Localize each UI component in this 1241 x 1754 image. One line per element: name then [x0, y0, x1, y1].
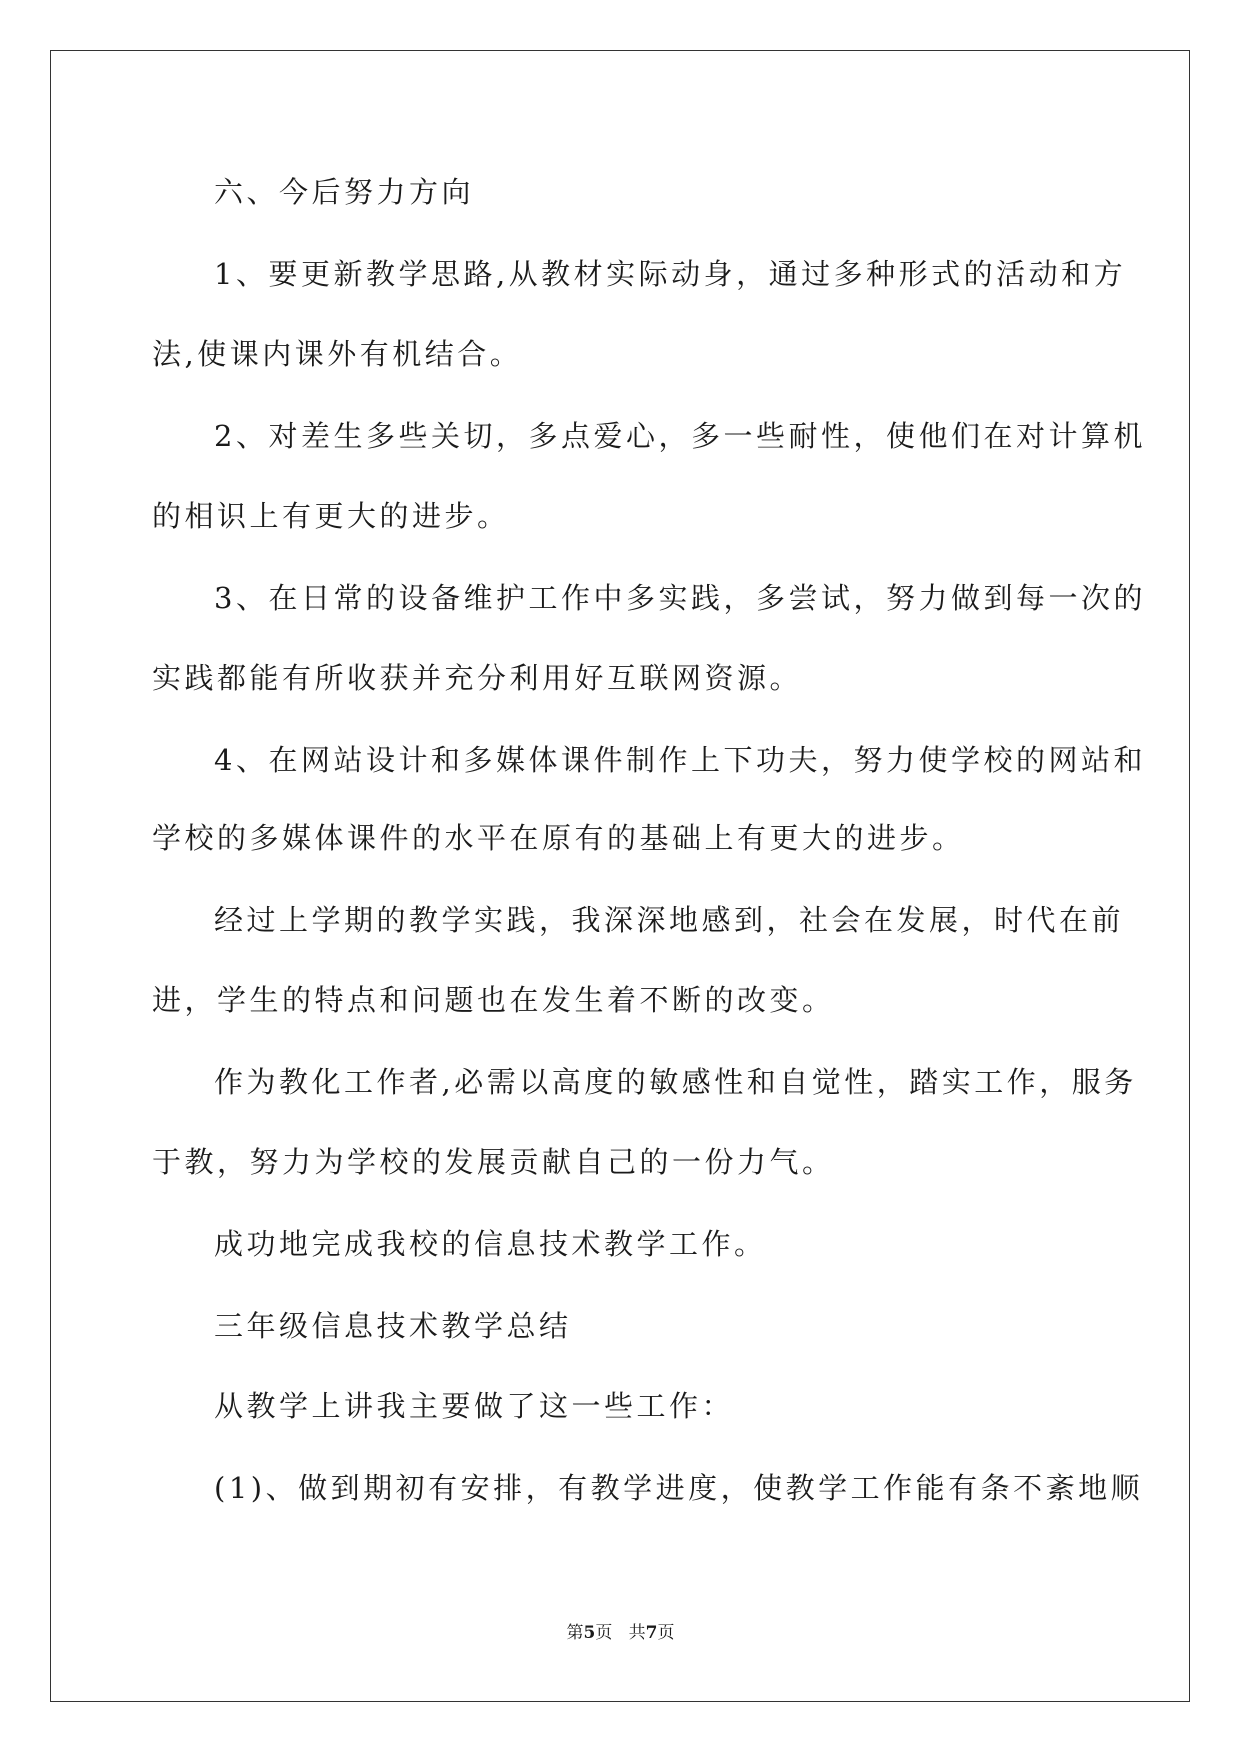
paragraph-line: (1)、做到期初有安排，有教学进度，使教学工作能有条不紊地顺 — [214, 1471, 1144, 1505]
footer-total-prefix: 共 — [628, 1623, 646, 1643]
paragraph-line: 1、要更新教学思路,从教材实际动身，通过多种形式的活动和方 — [214, 257, 1127, 291]
paragraph-line: 经过上学期的教学实践，我深深地感到，社会在发展，时代在前 — [214, 903, 1125, 937]
page-border — [50, 50, 1190, 1702]
paragraph-line: 进，学生的特点和问题也在发生着不断的改变。 — [152, 983, 835, 1017]
footer-prefix: 第 — [566, 1623, 584, 1643]
paragraph-line: 4、在网站设计和多媒体课件制作上下功夫，努力使学校的网站和 — [214, 743, 1146, 777]
paragraph-line: 从教学上讲我主要做了这一些工作： — [214, 1389, 735, 1423]
footer-page-suffix: 页 — [595, 1623, 613, 1643]
paragraph-line: 3、在日常的设备维护工作中多实践，多尝试，努力做到每一次的 — [214, 581, 1146, 615]
paragraph-line: 2、对差生多些关切，多点爱心，多一些耐性，使他们在对计算机 — [214, 419, 1146, 453]
paragraph-line: 的相识上有更大的进步。 — [152, 499, 510, 533]
section-heading: 六、今后努力方向 — [214, 175, 475, 209]
paragraph-line: 法,使课内课外有机结合。 — [152, 337, 523, 371]
subtitle-line: 三年级信息技术教学总结 — [214, 1309, 572, 1343]
paragraph-line: 实践都能有所收获并充分利用好互联网资源。 — [152, 661, 803, 695]
paragraph-line: 作为教化工作者,必需以高度的敏感性和自觉性，踏实工作，服务 — [214, 1065, 1137, 1099]
total-page-count: 7 — [645, 1623, 658, 1643]
paragraph-line: 于教，努力为学校的发展贡献自己的一份力气。 — [152, 1145, 835, 1179]
paragraph-line: 成功地完成我校的信息技术教学工作。 — [214, 1227, 767, 1261]
paragraph-line: 学校的多媒体课件的水平在原有的基础上有更大的进步。 — [152, 821, 965, 855]
page-footer — [0, 1622, 1241, 1644]
current-page-number: 5 — [583, 1623, 596, 1643]
footer-total-suffix: 页 — [657, 1623, 675, 1643]
